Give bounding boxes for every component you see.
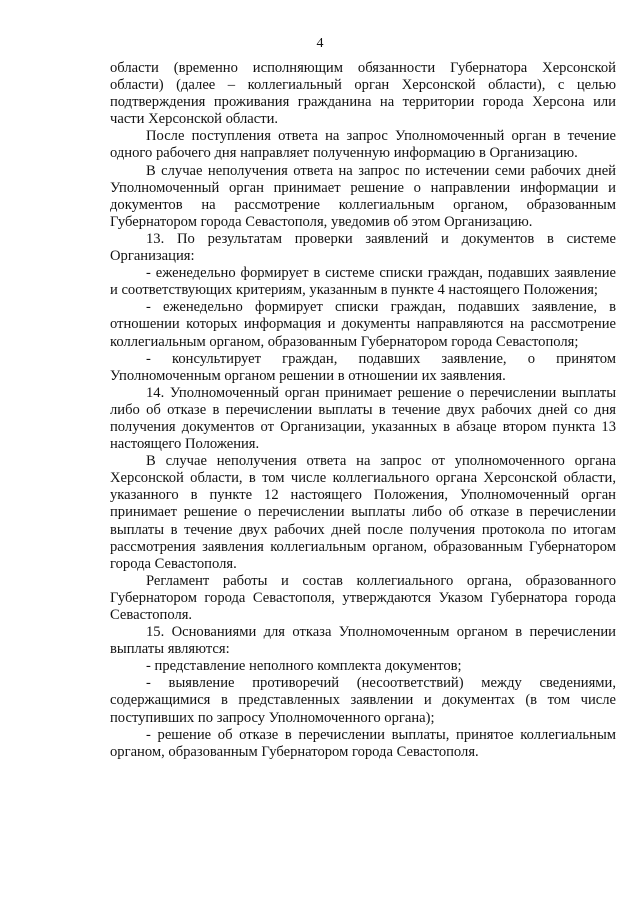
paragraph: 13. По результатам проверки заявлений и документов в системе Организация: [110,230,616,265]
paragraph: В случае неполучения ответа на запрос от уполномоченного органа Херсонской области, в том числе коллегиального органа Херсонской области, указанного в пункте 12 настоящего Положения, Уполномоченный орган принимает решение о перечислении выплаты либо об отказе в перечислении выплаты в течение двух рабочих дней после получения протокола по итогам рассмотрения заявления коллегиальным органом, образованным Губернатором города Севастополя. [110,453,616,572]
paragraph: Регламент работы и состав коллегиального органа, образованного Губернатором города Севастополя, утверждаются Указом Губернатора города Севастополя. [110,572,616,623]
paragraph: В случае неполучения ответа на запрос по истечении семи рабочих дней Уполномоченный орган принимает решение о направлении информации и документов на рассмотрение коллегиальным органом, образованным Губернатором города Севастополя, уведомив об этом Организацию. [110,162,616,230]
list-item: - еженедельно формирует в системе списки граждан, подавших заявление и соответствующих критериям, указанным в пункте 4 настоящего Положения; [110,265,616,299]
page-number: 4 [316,36,324,51]
list-item: - выявление противоречий (несоответствий) между сведениями, содержащимися в представленных заявлении и документах (в том числе поступивших по запросу Уполномоченного органа); [110,675,616,726]
paragraph: 15. Основаниями для отказа Уполномоченным органом в перечислении выплаты являются: [110,624,616,658]
paragraph: После поступления ответа на запрос Уполномоченный орган в течение одного рабочего дня направляет полученную информацию в Организацию. [110,128,616,162]
list-item: - еженедельно формирует списки граждан, подавших заявление, в отношении которых информация и документы направляются на рассмотрение коллегиальным органом, образованным Губернатором города Севастополя; [110,299,616,350]
paragraph: области (временно исполняющим обязанности Губернатора Херсонской области) (далее – коллегиальный орган Херсонской области), с целью подтверждения проживания гражданина на территории города Херсона или части Херсонской области. [110,60,616,128]
list-item: - решение об отказе в перечислении выплаты, принятое коллегиальным органом, образованным Губернатором города Севастополя. [110,726,616,760]
list-item: - консультирует граждан, подавших заявление, о принятом Уполномоченным органом решении в отношении их заявления. [110,350,616,384]
document-body [110,60,616,761]
list-item: - представление неполного комплекта документов; [146,658,462,675]
paragraph: 14. Уполномоченный орган принимает решение о перечислении выплаты либо об отказе в перечислении выплаты в течение двух рабочих дней со дня получения документов от Организации, указанных в абзаце втором пункта 13 настоящего Положения. [110,384,616,453]
